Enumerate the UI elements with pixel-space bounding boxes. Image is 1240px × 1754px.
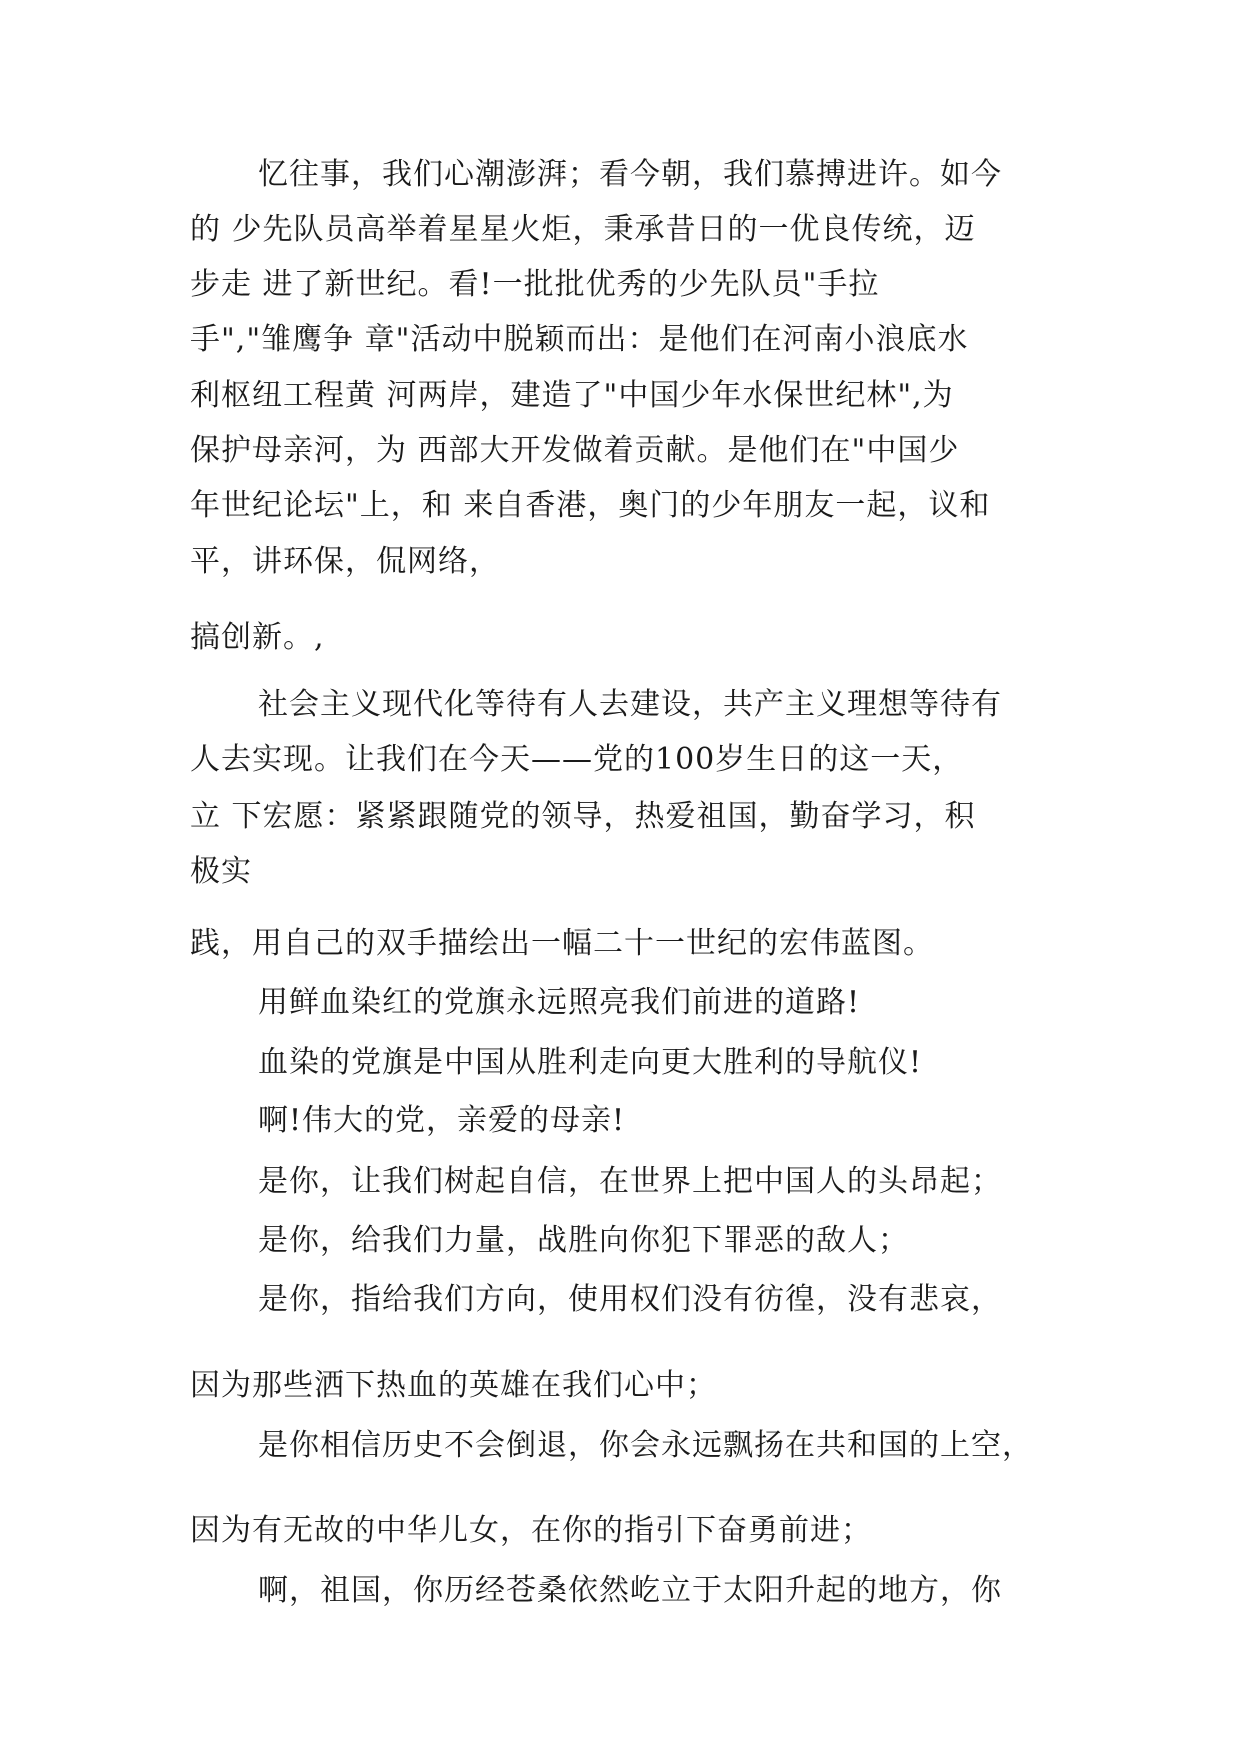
text-line: 年世纪论坛"上，和 来自香港，奥门的少年朋友一起，议和	[190, 488, 991, 523]
text-line: 血染的党旗是中国从胜利走向更大胜利的导航仪!	[258, 1045, 923, 1080]
text-line: 践，用自己的双手描绘出一幅二十一世纪的宏伟蓝图。	[190, 926, 934, 961]
text-line: 啊!伟大的党，亲爱的母亲!	[258, 1103, 626, 1138]
text-line: 社会主义现代化等待有人去建设，共产主义理想等待有	[258, 687, 1002, 722]
text-line: 是你相信历史不会倒退，你会永远飘扬在共和国的上空，	[258, 1428, 1033, 1463]
text-line: 是你，给我们力量，战胜向你犯下罪恶的敌人；	[258, 1223, 909, 1258]
text-line: 是你，让我们树起自信，在世界上把中国人的头昂起；	[258, 1164, 1002, 1199]
text-line: 啊，祖国，你历经苍桑依然屹立于太阳升起的地方，你	[258, 1573, 1002, 1608]
text-line: 保护母亲河，为 西部大开发做着贡献。是他们在"中国少	[190, 433, 960, 468]
text-line: 手","雏鹰争 章"活动中脱颖而出：是他们在河南小浪底水	[190, 322, 969, 357]
text-line: 忆往事，我们心潮澎湃；看今朝，我们慕搏进许。如今	[258, 157, 1002, 192]
text-line: 利枢纽工程黄 河两岸，建造了"中国少年水保世纪林",为	[190, 378, 954, 413]
text-line: 因为那些洒下热血的英雄在我们心中；	[190, 1368, 717, 1403]
text-line: 搞创新。,	[190, 620, 325, 655]
text-line: 立 下宏愿：紧紧跟随党的领导，热爱祖国，勤奋学习，积	[190, 799, 976, 834]
text-line: 的 少先队员高举着星星火炬，秉承昔日的一优良传统，迈	[190, 212, 976, 247]
text-line: 是你，指给我们方向，使用权们没有彷徨，没有悲哀，	[258, 1282, 1002, 1317]
text-line: 用鲜血染红的党旗永远照亮我们前进的道路!	[258, 985, 861, 1020]
text-line: 步走 进了新世纪。看!一批批优秀的少先队员"手拉	[190, 267, 880, 302]
text-line: 极实	[190, 854, 252, 889]
text-line: 人去实现。让我们在今天——党的100岁生日的这一天，	[190, 742, 964, 777]
text-line: 因为有无故的中华儿女，在你的指引下奋勇前进；	[190, 1513, 872, 1548]
text-line: 平，讲环保，侃网络，	[190, 544, 500, 579]
